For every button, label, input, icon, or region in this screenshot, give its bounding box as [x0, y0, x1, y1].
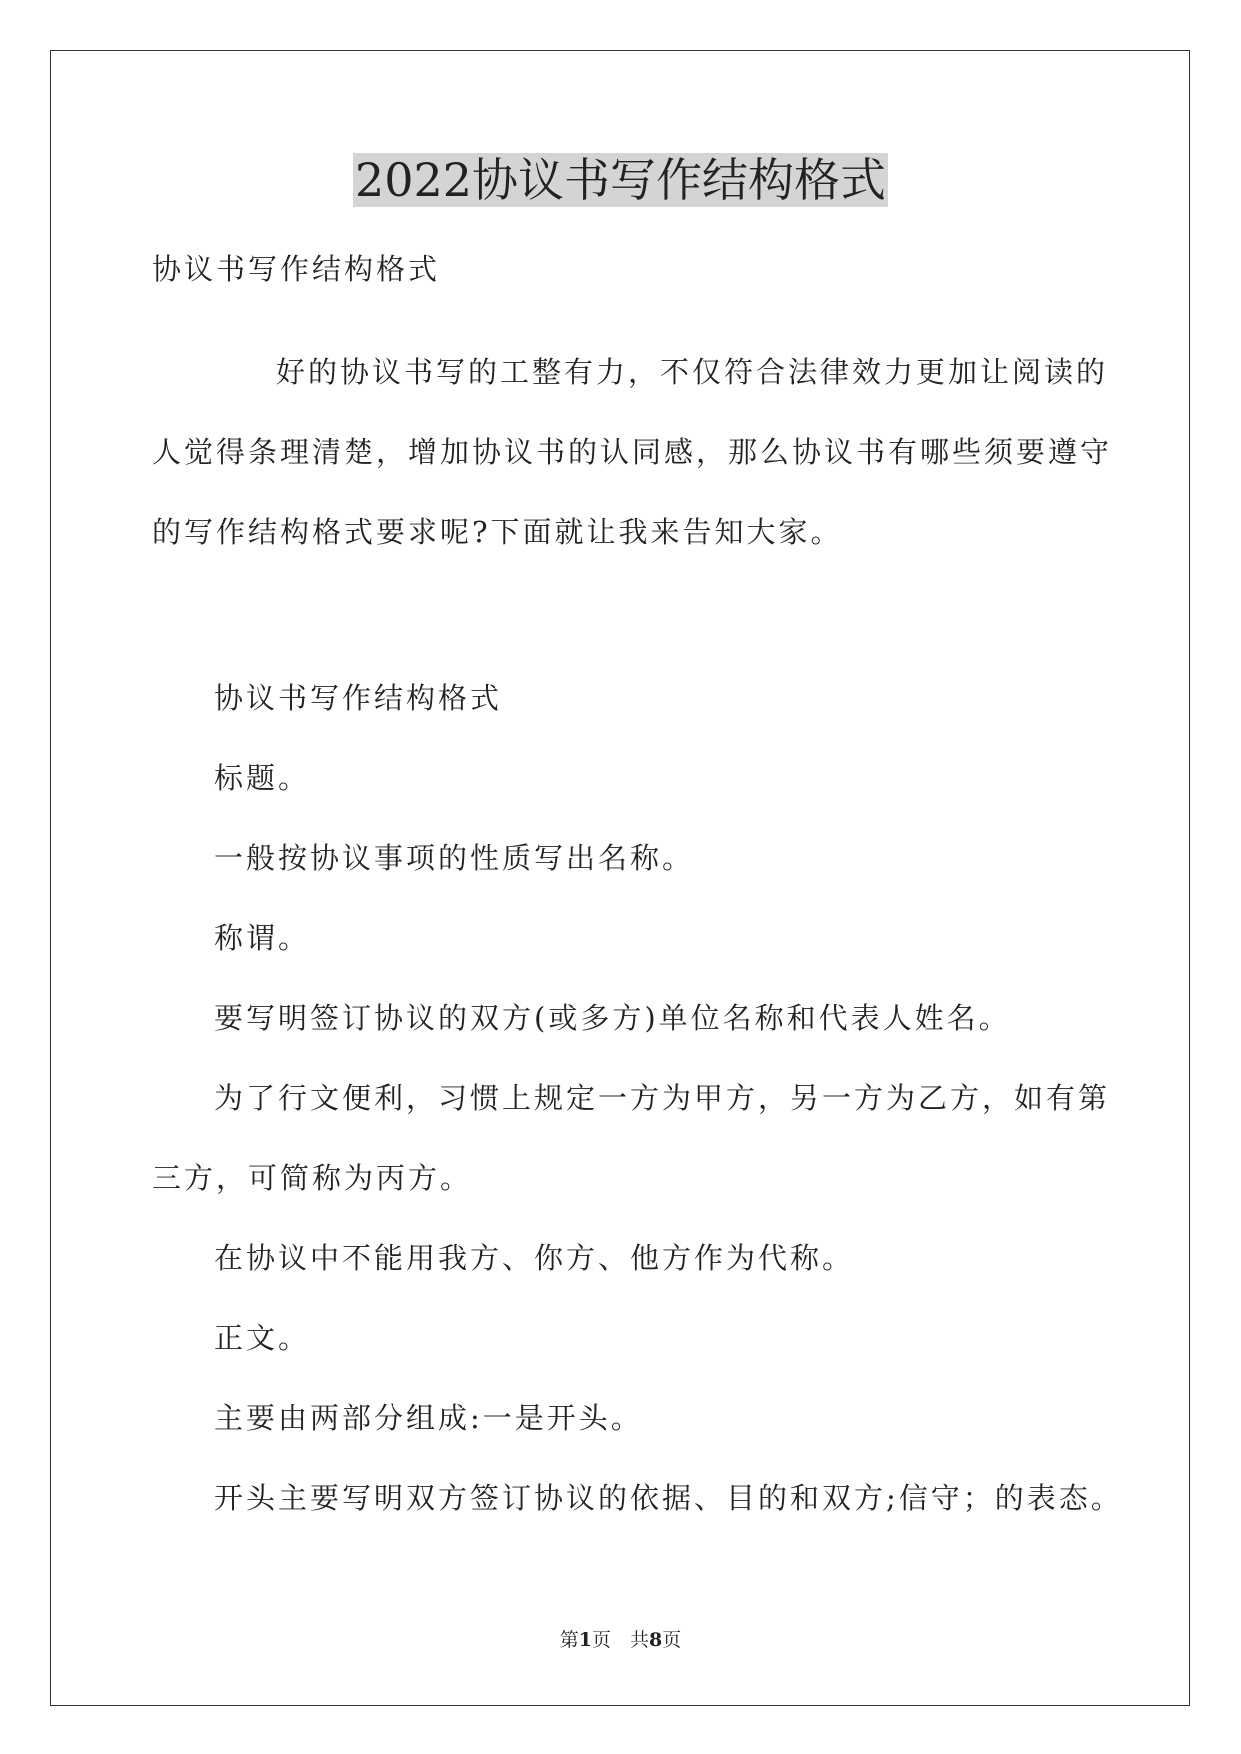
paragraph-line: 称谓。 [214, 921, 311, 955]
paragraph-line: 开头主要写明双方签订协议的依据、目的和双方;信守；的表态。 [214, 1481, 1123, 1515]
paragraph-line: 要写明签订协议的双方(或多方)单位名称和代表人姓名。 [214, 1001, 1011, 1035]
page-border [50, 50, 1190, 1706]
paragraph-line: 好的协议书写的工整有力，不仅符合法律效力更加让阅读的 [276, 355, 1109, 389]
document-title-text: 2022协议书写作结构格式 [354, 153, 887, 207]
paragraph-line: 在协议中不能用我方、你方、他方作为代称。 [214, 1241, 855, 1275]
paragraph-line: 三方，可简称为丙方。 [152, 1161, 473, 1195]
paragraph-line: 人觉得条理清楚，增加协议书的认同感，那么协议书有哪些须要遵守 [152, 435, 1113, 469]
footer-middle: 页 共 [591, 1629, 649, 1651]
footer-suffix: 页 [662, 1629, 682, 1651]
paragraph-line: 为了行文便利，习惯上规定一方为甲方，另一方为乙方，如有第 [214, 1081, 1111, 1115]
paragraph-line: 正文。 [214, 1321, 311, 1355]
paragraph-line: 的写作结构格式要求呢?下面就让我来告知大家。 [152, 515, 843, 549]
footer-prefix: 第 [559, 1629, 579, 1651]
paragraph-line: 标题。 [214, 761, 311, 795]
page-footer [0, 1628, 1241, 1652]
section-heading: 协议书写作结构格式 [214, 681, 503, 715]
subtitle-line: 协议书写作结构格式 [152, 252, 441, 286]
paragraph-line: 主要由两部分组成:一是开头。 [214, 1401, 643, 1435]
paragraph-line: 一般按协议事项的性质写出名称。 [214, 841, 695, 875]
footer-total-pages: 8 [649, 1629, 663, 1651]
footer-page-number: 1 [578, 1629, 592, 1651]
document-title [0, 150, 1241, 210]
